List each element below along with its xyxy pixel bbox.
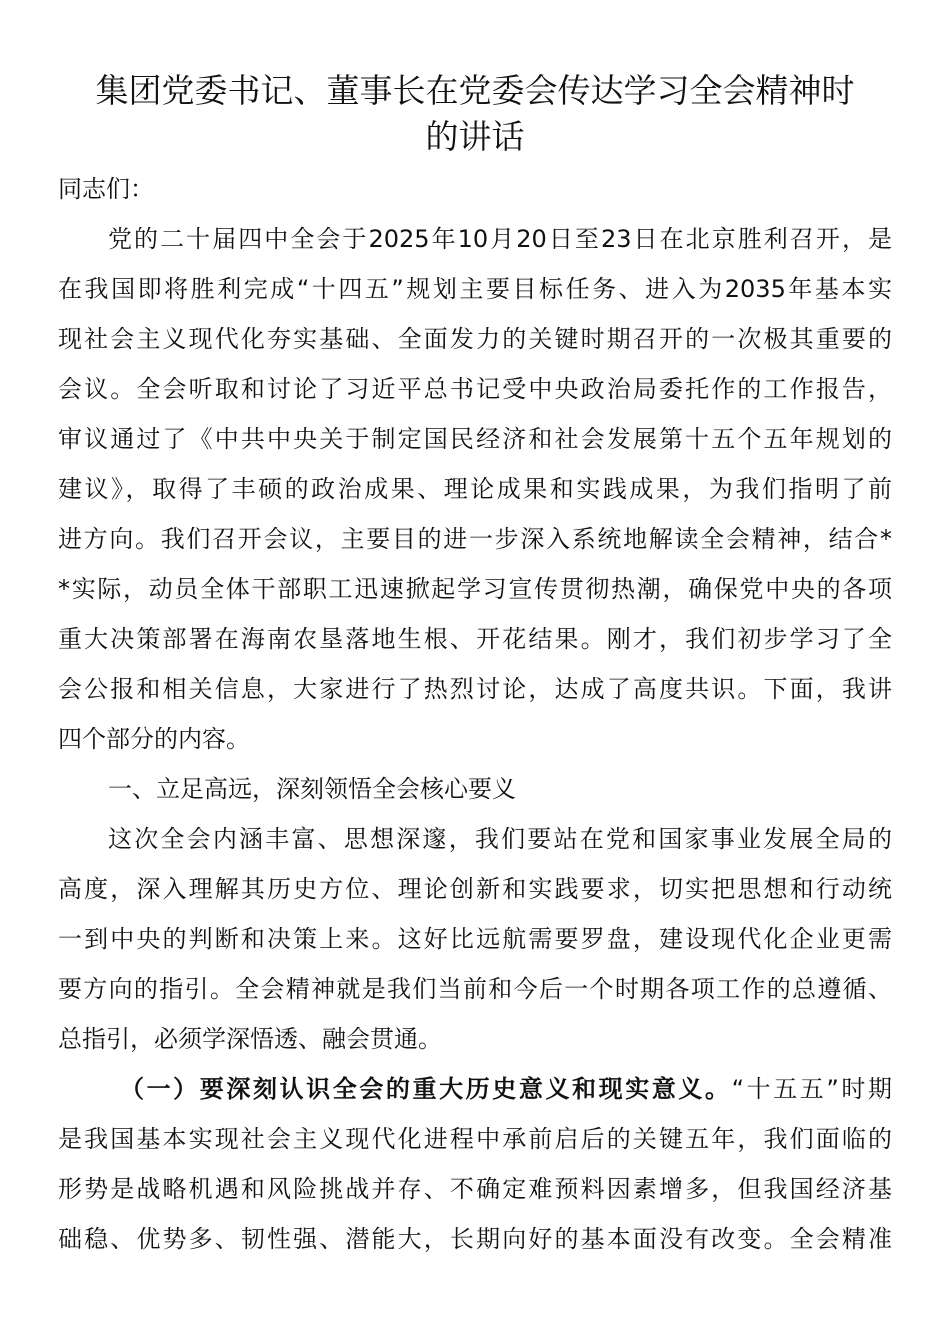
- text-line: 础稳、优势多、韧性强、潜能大，长期向好的基本面没有改变。全会精准: [58, 1225, 892, 1253]
- text-line: 高度，深入理解其历史方位、理论创新和实践要求，切实把思想和行动统: [58, 875, 892, 903]
- text-span: “十五五”时期: [731, 1075, 893, 1103]
- text-line: 总指引，必须学深悟透、融会贯通。: [58, 1025, 442, 1053]
- text-line: 审议通过了《中共中央关于制定国民经济和社会发展第十五个五年规划的: [58, 425, 892, 453]
- text-line: 形势是战略机遇和风险挑战并存、不确定难预料因素增多，但我国经济基: [58, 1175, 892, 1203]
- text-line: 会公报和相关信息，大家进行了热烈讨论，达成了高度共识。下面，我讲: [58, 675, 892, 703]
- paragraph-subsection-1: [58, 1064, 892, 1264]
- text-line: 党的二十届四中全会于2025年10月20日至23日在北京胜利召开，是: [108, 225, 892, 253]
- subsection-heading: （一）要深刻认识全会的重大历史意义和现实意义。: [120, 1075, 732, 1103]
- document-body: [58, 164, 892, 1264]
- text-line: *实际，动员全体干部职工迅速掀起学习宣传贯彻热潮，确保党中央的各项: [58, 575, 892, 603]
- text-line: 要方向的指引。全会精神就是我们当前和今后一个时期各项工作的总遵循、: [58, 975, 892, 1003]
- text-line: 重大决策部署在海南农垦落地生根、开花结果。刚才，我们初步学习了全: [58, 625, 892, 653]
- text-line: 现社会主义现代化夯实基础、全面发力的关键时期召开的一次极其重要的: [58, 325, 892, 353]
- paragraph-intro: [58, 214, 892, 764]
- document-title: [40, 68, 910, 160]
- text-line: 会议。全会听取和讨论了习近平总书记受中央政治局委托作的工作报告，: [58, 375, 892, 403]
- paragraph-core-meaning: [58, 814, 892, 1064]
- salutation: 同志们：: [58, 175, 154, 203]
- text-line: 这次全会内涵丰富、思想深邃，我们要站在党和国家事业发展全局的: [108, 825, 892, 853]
- title-line-1: 集团党委书记、董事长在党委会传达学习全会精神时: [95, 71, 855, 110]
- text-line: 四个部分的内容。: [58, 725, 250, 753]
- text-line: [58, 1064, 892, 1114]
- text-line: 建议》，取得了丰硕的政治成果、理论成果和实践成果，为我们指明了前: [58, 475, 892, 503]
- text-line: 在我国即将胜利完成“十四五”规划主要目标任务、进入为2035年基本实: [58, 275, 892, 303]
- section-heading-1: 一、立足高远，深刻领悟全会核心要义: [108, 775, 516, 803]
- text-line: 进方向。我们召开会议，主要目的进一步深入系统地解读全会精神，结合*: [58, 525, 892, 553]
- text-line: 一到中央的判断和决策上来。这好比远航需要罗盘，建设现代化企业更需: [58, 925, 892, 953]
- title-line-2: 的讲话: [425, 117, 525, 156]
- text-line: 是我国基本实现社会主义现代化进程中承前启后的关键五年，我们面临的: [58, 1125, 892, 1153]
